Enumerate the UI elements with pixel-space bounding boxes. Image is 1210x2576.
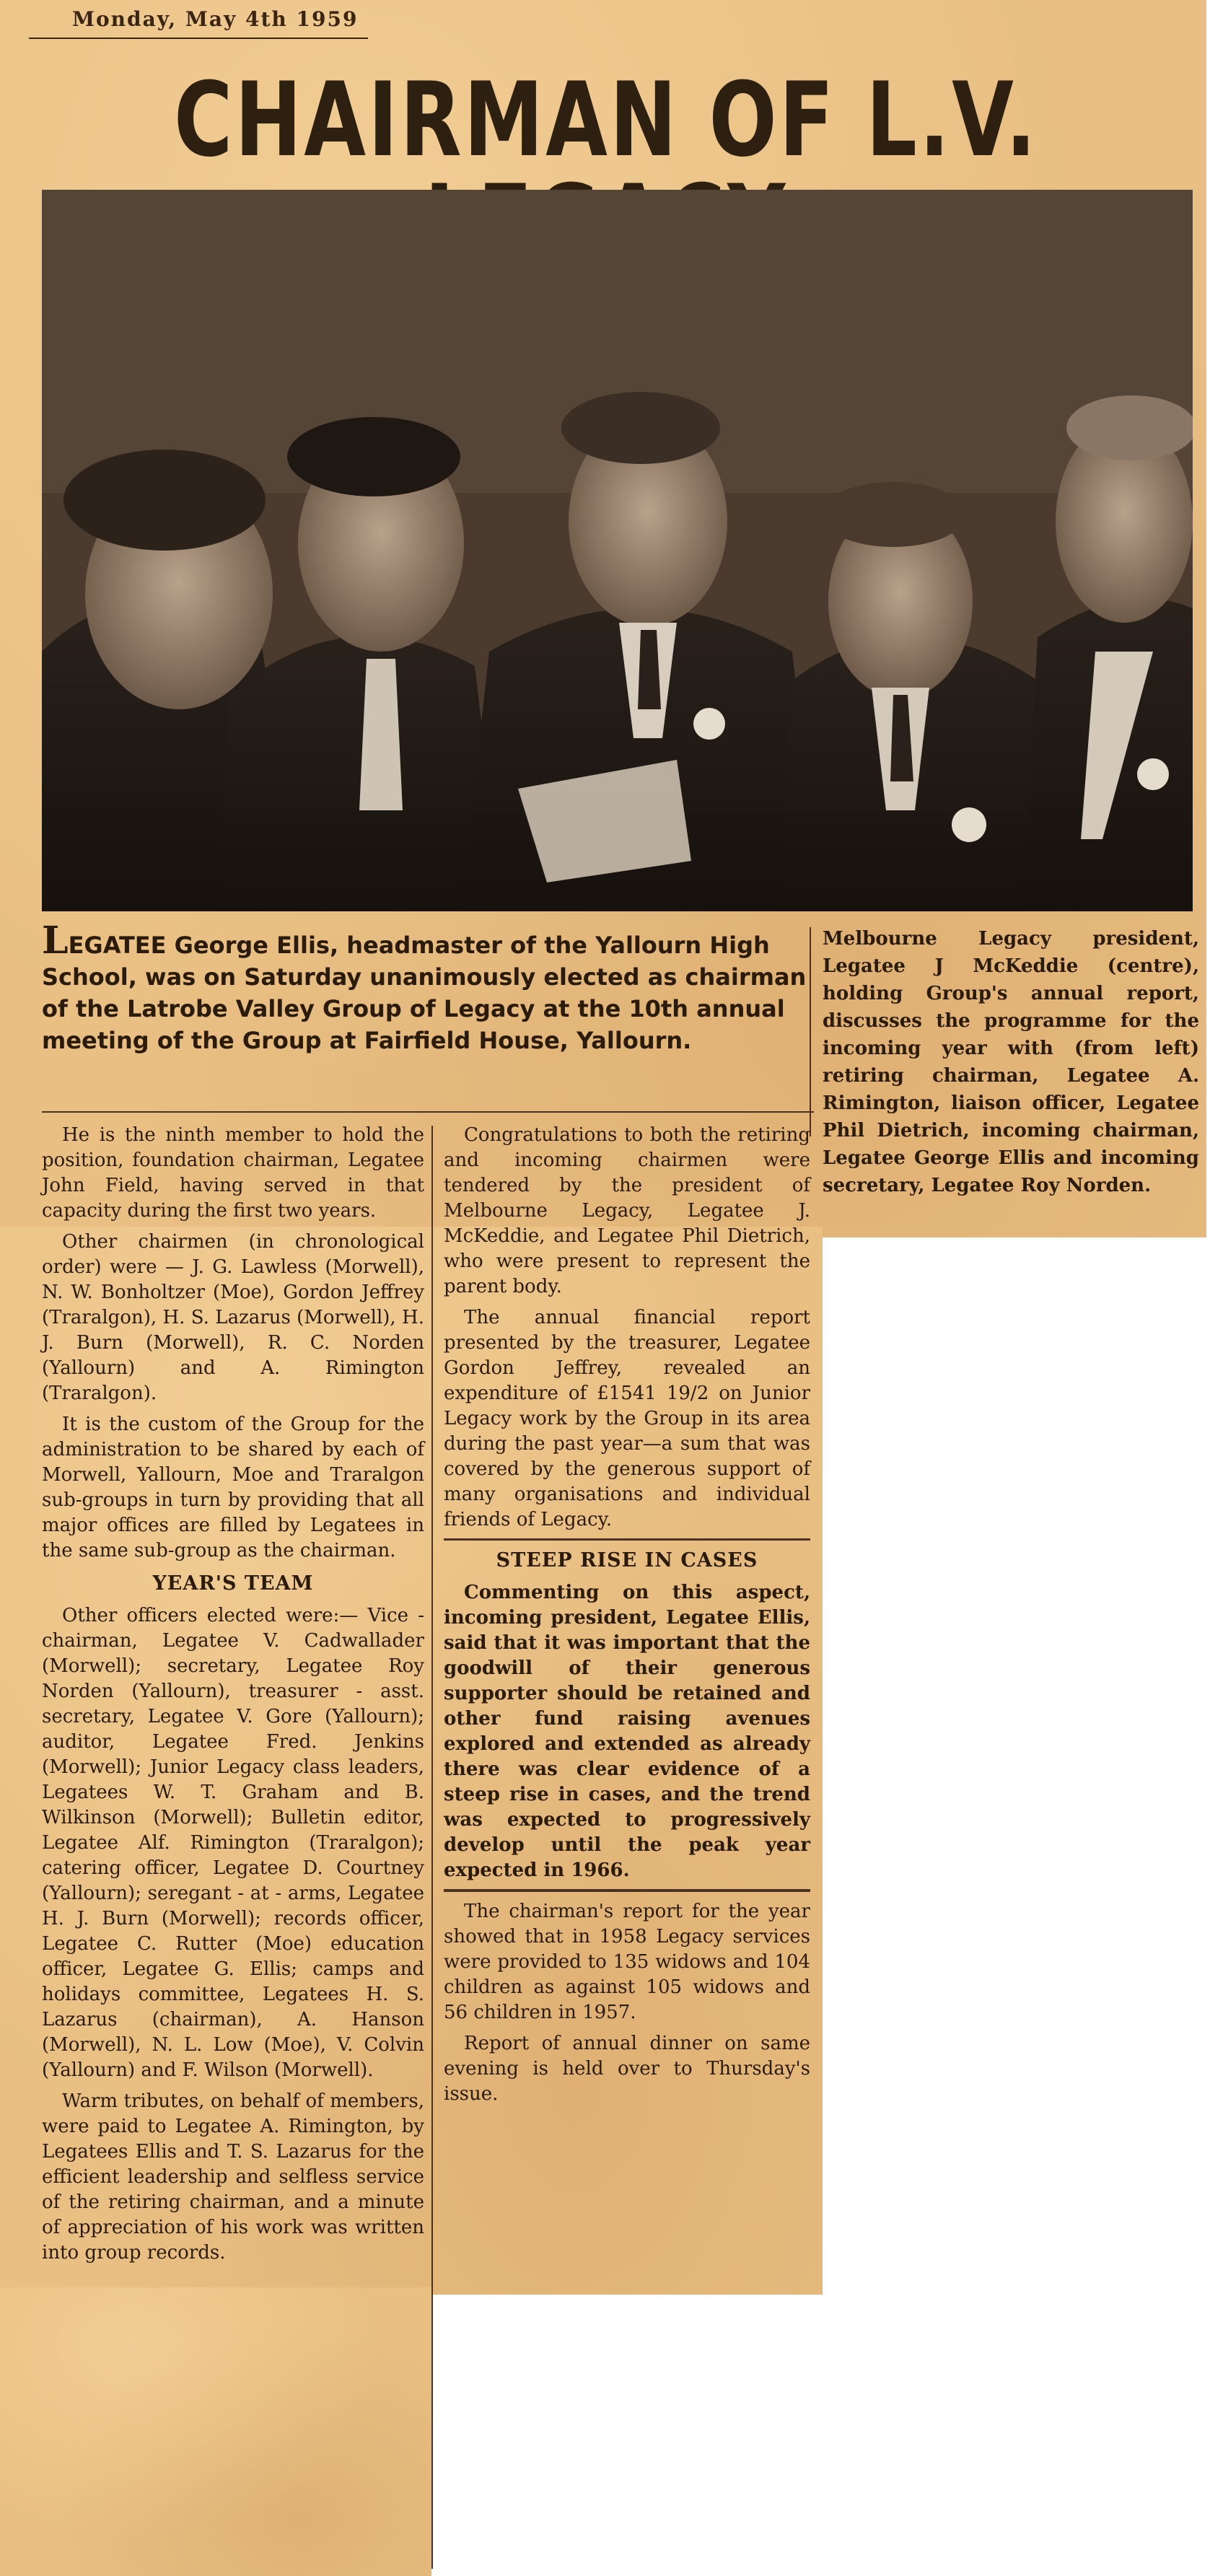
- col2-paragraph-4: The chairman's report for the year showed that in 1958 Legacy services were provided to 135 widows and 104 children as against 105 widows and 56 children in 1957.: [444, 1901, 810, 2023]
- lead-text: EGATEE George Ellis, headmaster of the Yallourn High School, was on Saturday unanimously elected as chairman of the Latrobe Valley Group of Legacy at the 10th annual meeting of the Group at Fairfield House, Yallourn.: [42, 932, 807, 1054]
- subhead-years-team: YEAR'S TEAM: [152, 1572, 314, 1595]
- col1-paragraph-5: Warm tributes, on behalf of members, were paid to Legatee A. Rimington, by Legatees Ellis and T. S. Lazarus for the efficient leadership and selfless service of the retiring chairman, and a minute of appreciation of his work was written into group records.: [42, 2090, 424, 2264]
- col2-paragraph-2: The annual financial report presented by the treasurer, Legatee Gordon Jeffrey, revealed an expenditure of £1541 19/2 on Junior Legacy work by the Group in its area during the past year—a sum that was covered by the generous support of many organisations and individual friends of Legacy.: [444, 1307, 810, 1530]
- lead-paragraph: [42, 919, 807, 1056]
- col2-paragraph-5: Report of annual dinner on same evening is held over to Thursday's issue.: [444, 2033, 810, 2105]
- col2-rule-bottom: [444, 1889, 810, 1892]
- col1-paragraph-2: Other chairmen (in chronological order) were — J. G. Lawless (Morwell), N. W. Bonholtzer (Moe), Gordon Jeffrey (Traralgon), H. S. Lazarus (Morwell), H. J. Burn (Morwell), R. C. Norden (Yallourn) and A. Rimington (Traralgon).: [42, 1231, 424, 1404]
- article-column-2: [444, 1123, 810, 2113]
- col1-paragraph-1: He is the ninth member to hold the position, foundation chairman, Legatee John Field, having served in that capacity during the first two years.: [42, 1124, 424, 1222]
- caption-divider: [810, 927, 811, 1136]
- column-divider: [431, 1126, 433, 2569]
- photo-figures: [42, 190, 1193, 911]
- clipping-paper-lower: [0, 2287, 431, 2576]
- photo-caption: Melbourne Legacy president, Legatee J McKeddie (centre), holding Group's annual report, discusses the programme for the incoming year with (from left) retiring chairman, Legatee A. Rimington, liaison officer, Legatee Phil Dietrich, incoming chairman, Legatee George Ellis and incoming secretary, Legatee Roy Norden.: [823, 928, 1199, 1196]
- subhead-steep-rise: STEEP RISE IN CASES: [496, 1549, 758, 1572]
- headline: CHAIRMAN OF L.V.: [174, 61, 1038, 180]
- col2-paragraph-3: Commenting on this aspect, incoming president, Legatee Ellis, said that it was important that the goodwill of their generous supporter should be retained and other fund raising avenues explored and extended as already there was clear evidence of a steep rise in cases, and the trend was expected to progressively develop until the peak year expected in 1966.: [444, 1582, 810, 1881]
- col1-paragraph-3: It is the custom of the Group for the administration to be shared by each of Morwell, Yallourn, Moe and Traralgon sub-groups in turn by providing that all major offices are filled by Legatees in the same sub-group as the chairman.: [42, 1414, 424, 1561]
- lead-drop-cap: L: [42, 919, 69, 963]
- dateline: Monday, May 4th 1959: [72, 7, 359, 31]
- col2-paragraph-1: Congratulations to both the retiring and incoming chairmen were tendered by the president of Melbourne Legacy, Legatee J. McKeddie, and Legatee Phil Dietrich, who were present to represent the parent body.: [444, 1124, 810, 1297]
- lead-rule: [42, 1111, 814, 1113]
- col2-rule-top: [444, 1538, 810, 1541]
- col1-paragraph-4: Other officers elected were:— Vice - chairman, Legatee V. Cadwallader (Morwell); secretary, Legatee Roy Norden (Yallourn), treasurer - asst. secretary, Legatee V. Gore (Yallourn); auditor, Legatee Fred. Jenkins (Morwell); Junior Legacy class leaders, Legatees W. T. Graham and B. Wilkinson (Morwell); Bulletin editor, Legatee Alf. Rimington (Traralgon); catering officer, Legatee D. Courtney (Yallourn); seregant - at - arms, Legatee H. J. Burn (Morwell); records officer, Legatee C. Rutter (Moe) education officer, Legatee G. Ellis; camps and holidays committee, Legatees H. S. Lazarus (chairman), A. Hanson (Morwell), N. L. Low (Moe), V. Colvin (Yallourn) and F. Wilson (Morwell).: [42, 1605, 424, 2081]
- article-column-1: [42, 1123, 424, 2271]
- news-photograph: [42, 190, 1193, 911]
- dateline-rule: [29, 38, 368, 39]
